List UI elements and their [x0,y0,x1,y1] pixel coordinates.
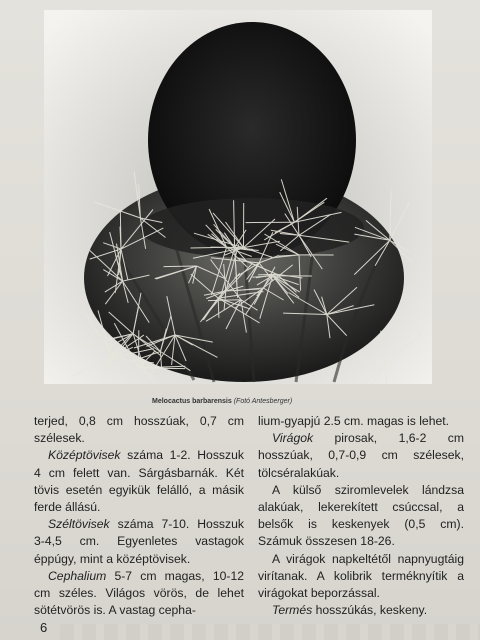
spine [120,209,121,249]
cactus-photo-graphic [44,10,432,384]
paragraph: Középtövisek száma 1-2. Hosszuk 4 cm felett van. Sárgásbarnák. Két tövis esetén egyikük felálló, a másik ferde állású. [34,448,244,515]
figure-caption [152,397,412,406]
right-text-column [258,413,464,619]
spine [218,298,219,318]
paragraph: A külső sziromlevelek lándzsa alakúak, lekerekített csúccsal, a belsők is keskenyek (0,5 cm). Számuk összesen 18-26. [258,482,464,549]
cactus-photo [44,10,432,384]
caption-credit: (Fotó Antesberger) [233,398,293,405]
spine [258,274,277,275]
paragraph: A virágok napkeltétől napnyugtáig virítanak. A kolibrik terméknyítik a virágokat beporzással. [258,551,464,601]
paragraph: Termés hosszúkás, keskeny. [272,603,428,618]
paragraph: Széltövisek száma 7-10. Hosszuk 3-4,5 cm. Egyenletes vastagok éppúgy, mint a középtövisek. [34,517,244,566]
paragraph: Cephalium 5-7 cm magas, 10-12 cm széles. Világos vörös, de lehet sötétvörös is. A vastag cepha- [34,568,244,618]
spine [164,266,197,267]
next-page-bleed [60,624,480,640]
paragraph: lium-gyapjú 2.5 cm. magas is lehet. [258,414,450,428]
paragraph: terjed, 0,8 cm hosszúak, 0,7 cm szélesek. [34,414,244,446]
page-number: 6 [40,620,48,635]
caption-species: Melocactus barbarensis [152,398,232,405]
paragraph: Virágok pirosak, 1,6-2 cm hosszúak, 0,7-0,9 cm szélesek, tölcséralakúak. [258,431,464,480]
left-text-column [34,413,244,619]
